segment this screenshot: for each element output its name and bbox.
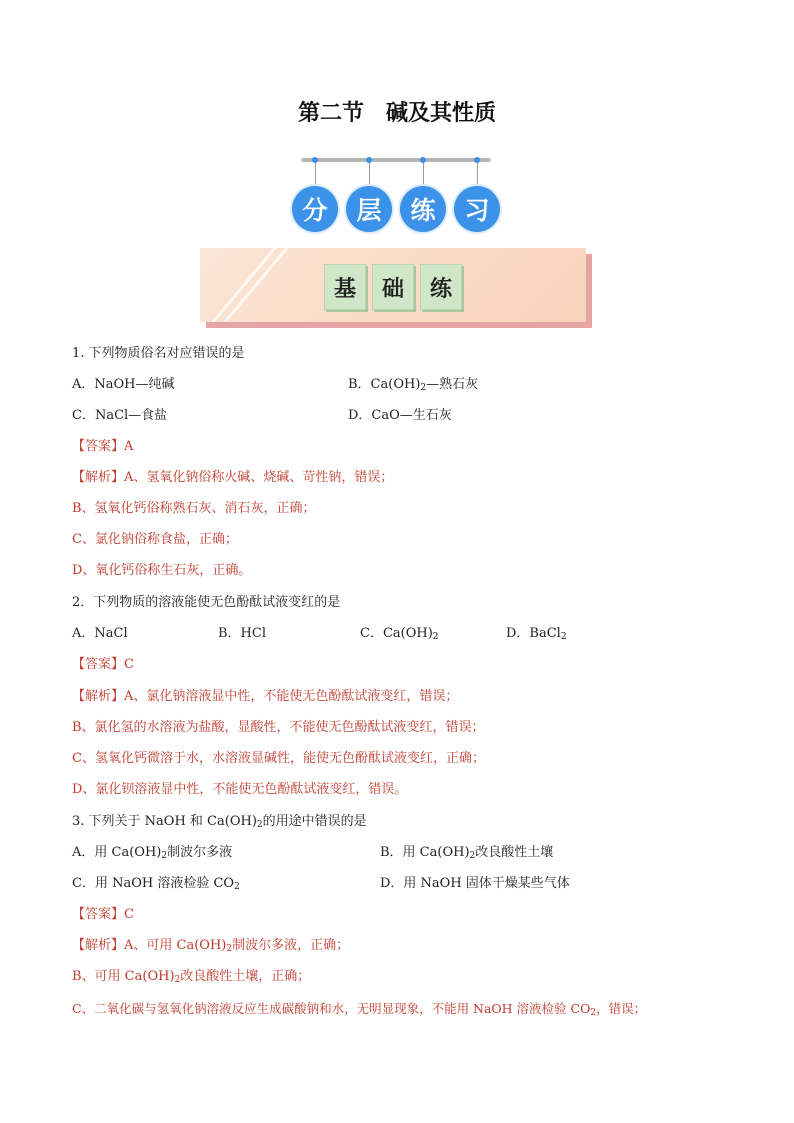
page-title: 第二节 碱及其性质 [297,101,496,126]
question-stem: 1. 下列物质俗名对应错误的是 [72,346,245,361]
badge-circle: 习 [454,186,500,232]
analysis-line: 【解析】A、氯化钠溶液显中性，不能使无色酚酞试液变红，错误； [72,689,459,704]
option-b: B．$Ca(OH)_2—$熟石灰 [348,377,479,393]
analysis-line: D、氧化钙俗称生石灰，正确。 [72,563,252,578]
option-d: D．CaO—生石灰 [348,408,452,423]
analysis-line: 【解析】A、氢氧化钠俗称火碱、烧碱、苛性钠，错误； [72,470,394,485]
question-stem: 3. 下列关于 NaOH 和 $Ca(OH)_2$的用途中错误的是 [72,814,367,830]
analysis-line: D、氯化钡溶液显中性，不能使无色酚酞试液变红，错误。 [72,782,408,797]
answer-line: 【答案】C [72,657,134,672]
badge-circle: 分 [292,186,338,232]
badge-dot [420,157,426,163]
option-b: B．HCl [218,626,266,641]
option-d: D．用 NaOH 固体干燥某些气体 [380,876,570,891]
analysis-line: B、氯化氢的水溶液为盐酸，显酸性，不能使无色酚酞试液变红，错误； [72,720,485,735]
option-b: B．用 $Ca(OH)_2$改良酸性土壤 [380,845,554,861]
answer-line: 【答案】A [72,439,134,454]
badge-dot [474,157,480,163]
badge-dot [366,157,372,163]
analysis-line: C、氯化钠俗称食盐，正确； [72,532,238,547]
section-tile: 础 [372,264,414,310]
badge-string [369,162,370,186]
analysis-line: B、可用 $Ca(OH)_2$改良酸性土壤，正确； [72,969,311,985]
option-c: C．$Ca(OH)_2$ [360,626,439,642]
analysis-line: B、氢氧化钙俗称熟石灰、消石灰，正确； [72,501,316,516]
badge-rail [301,158,491,162]
section-tile: 基 [324,264,366,310]
badge-dot [312,157,318,163]
badge-circle: 练 [400,186,446,232]
option-d: D．BaCl$_2$ [506,626,567,642]
answer-line: 【答案】C [72,907,134,922]
section-tile: 练 [420,264,462,310]
badge-string [315,162,316,186]
badge-string [477,162,478,186]
analysis-line: C、氢氧化钙微溶于水，水溶液显碱性，能使无色酚酞试液变红，正确； [72,751,485,766]
badge-string [423,162,424,186]
option-c: C．NaCl—食盐 [72,408,168,423]
analysis-line: 【解析】A、可用 $Ca(OH)_2$制波尔多液，正确； [72,938,350,954]
badge-circle: 层 [346,186,392,232]
option-a: A．NaOH—纯碱 [72,377,175,392]
option-a: A．NaCl [72,626,128,641]
analysis-line: C、二氧化碳与氢氧化钠溶液反应生成碳酸钠和水，无明显现象，不能用 NaOH 溶液检验 $CO_2$，错误； [72,1001,647,1018]
question-stem: 2．下列物质的溶液能使无色酚酞试液变红的是 [72,595,341,610]
option-a: A．用 $Ca(OH)_2$制波尔多液 [72,845,233,861]
option-c: C．用 NaOH 溶液检验 $CO_2$ [72,876,240,892]
